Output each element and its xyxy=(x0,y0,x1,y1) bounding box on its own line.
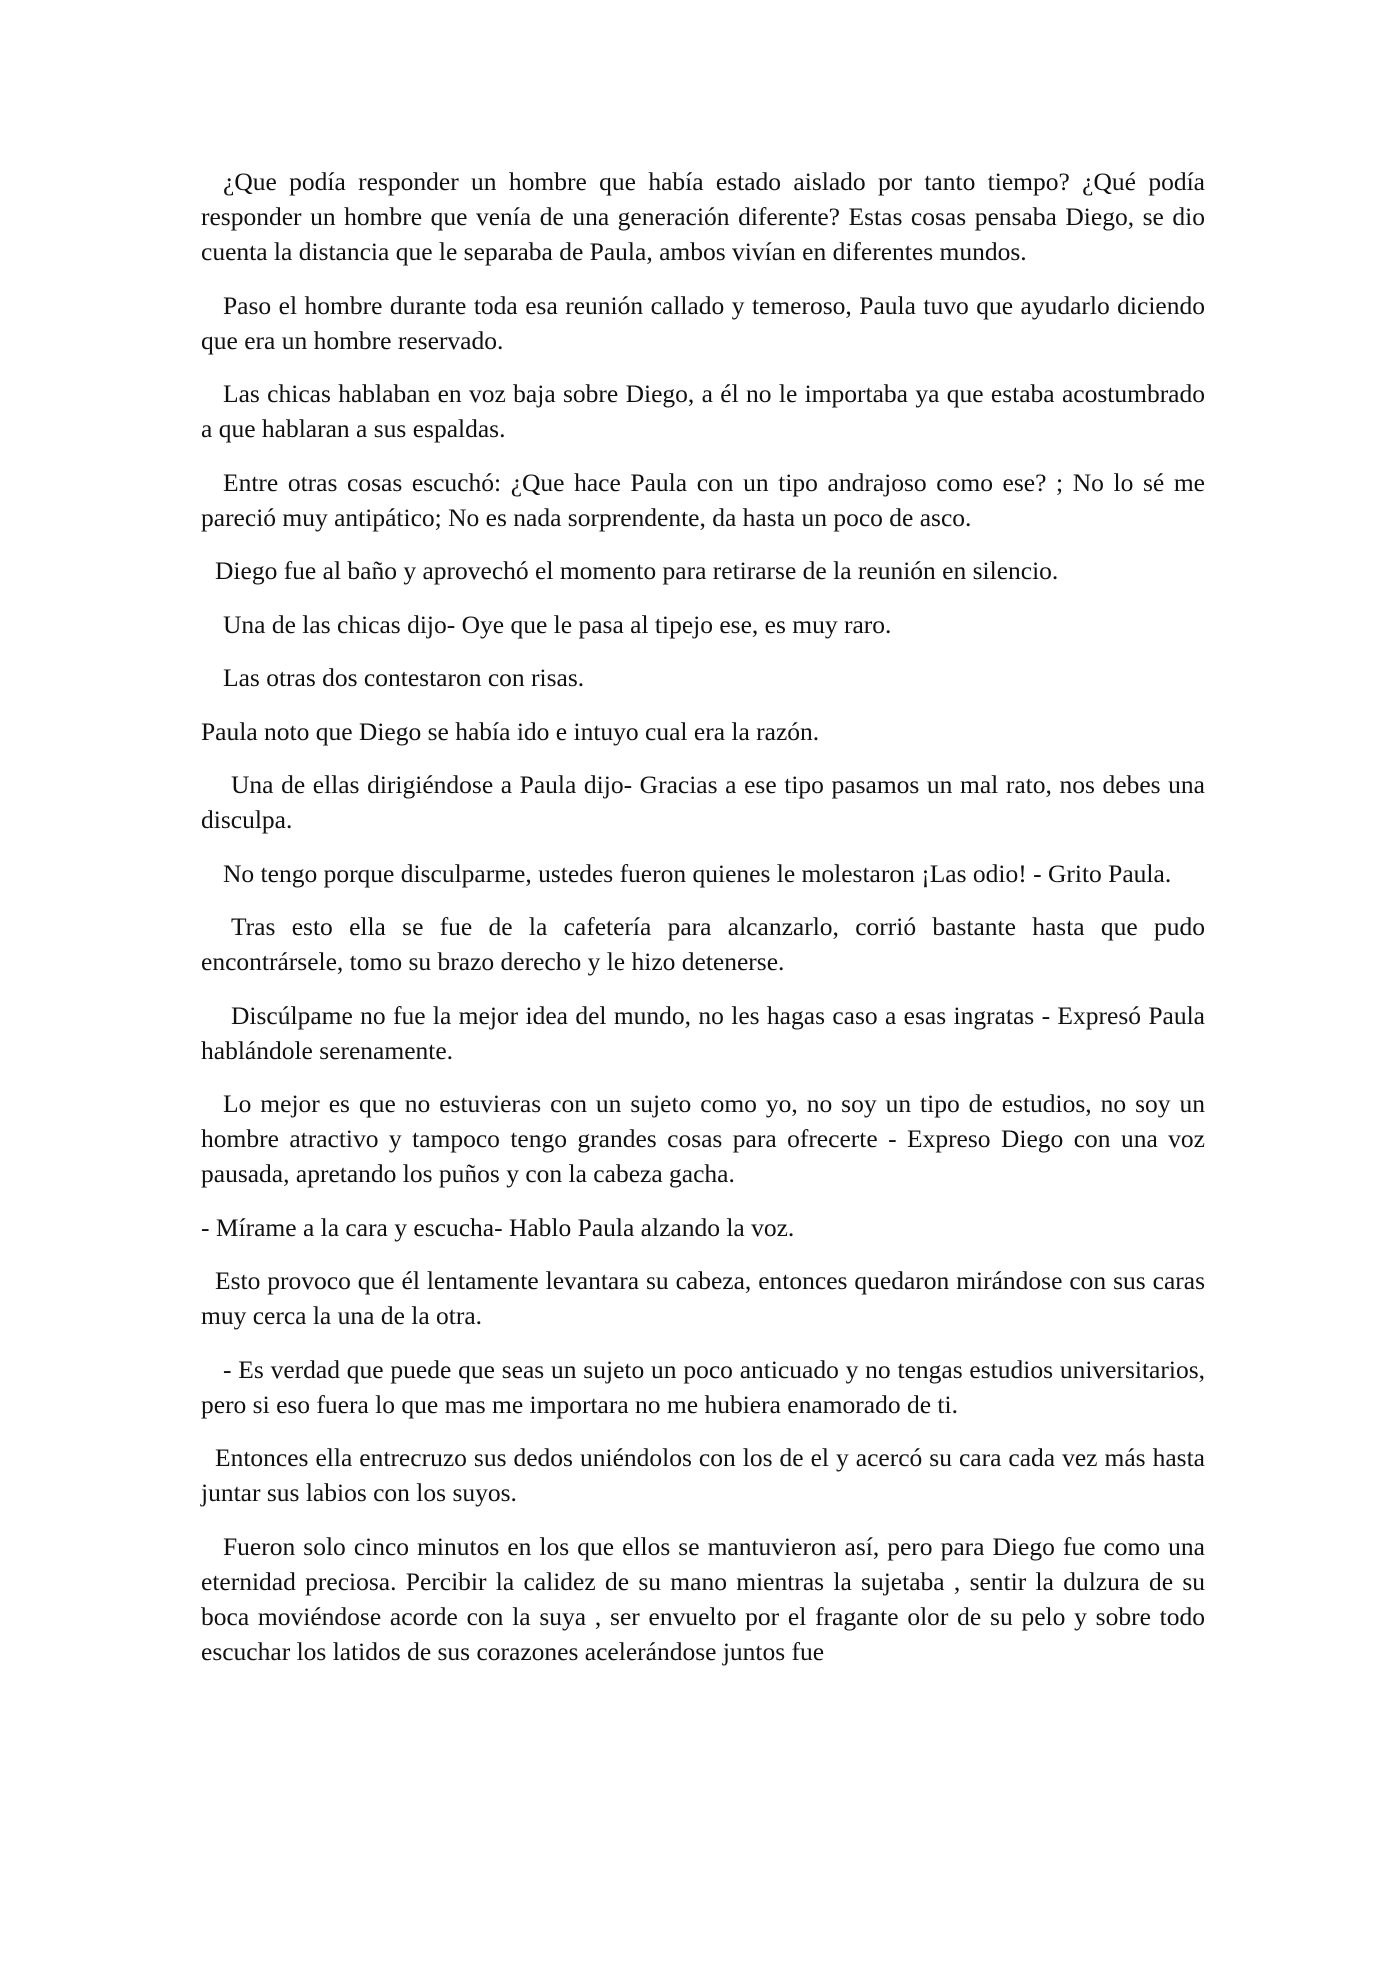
paragraph-7: Las otras dos contestaron con risas. xyxy=(223,663,585,692)
paragraph-16: - Es verdad que puede que seas un sujeto un poco anticuado y no tengas estudios universitarios, pero si eso fuera lo que mas me importara no me hubiera enamorado de ti. xyxy=(201,1354,1205,1419)
paragraph-11: Tras esto ella se fue de la cafetería para alcanzarlo, corrió bastante hasta que pudo encontrársele, tomo su brazo derecho y le hizo detenerse. xyxy=(201,912,1205,976)
paragraph-6: Una de las chicas dijo- Oye que le pasa al tipejo ese, es muy raro. xyxy=(223,609,892,639)
paragraph-1: ¿Que podía responder un hombre que había estado aislado por tanto tiempo? ¿Qué podía responder un hombre que venía de una generación diferente? Estas cosas pensaba Diego, se dio cuenta la distancia que le separaba de Paula, ambos vivían en diferentes mundos. xyxy=(201,167,1205,266)
paragraph-3: Las chicas hablaban en voz baja sobre Diego, a él no le importaba ya que estaba acostumbrado a que hablaran a sus espaldas. xyxy=(201,379,1205,443)
paragraph-14: - Mírame a la cara y escucha- Hablo Paula alzando la voz. xyxy=(201,1212,795,1242)
paragraph-9: Una de ellas dirigiéndose a Paula dijo- Gracias a ese tipo pasamos un mal rato, nos debes una disculpa. xyxy=(201,770,1205,834)
body-text xyxy=(201,164,1205,1687)
paragraph-10: No tengo porque disculparme, ustedes fueron quienes le molestaron ¡Las odio! - Grito Paula. xyxy=(223,858,1172,888)
paragraph-18: Fueron solo cinco minutos en los que ellos se mantuvieron así, pero para Diego fue como una eternidad preciosa. Percibir la calidez de su mano mientras la sujetaba , sentir la dulzura de su boca moviéndose acorde con la suya , ser envuelto por el fragante olor de su pelo y sobre todo escuchar los latidos de sus corazones acelerándose juntos fue xyxy=(201,1531,1205,1666)
paragraph-5: Diego fue al baño y aprovechó el momento para retirarse de la reunión en silencio. xyxy=(215,556,1059,585)
paragraph-4: Entre otras cosas escuchó: ¿Que hace Paula con un tipo andrajoso como ese? ; No lo sé me pareció muy antipático; No es nada sorprendente, da hasta un poco de asco. xyxy=(201,467,1205,532)
paragraph-2: Paso el hombre durante toda esa reunión callado y temeroso, Paula tuvo que ayudarlo diciendo que era un hombre reservado. xyxy=(201,290,1205,355)
paragraph-13: Lo mejor es que no estuvieras con un sujeto como yo, no soy un tipo de estudios, no soy un hombre atractivo y tampoco tengo grandes cosas para ofrecerte - Expreso Diego con una voz pausada, apretando los puños y con la cabeza gacha. xyxy=(201,1089,1205,1188)
paragraph-17: Entonces ella entrecruzo sus dedos uniéndolos con los de el y acercó su cara cada vez más hasta juntar sus labios con los suyos. xyxy=(201,1443,1205,1507)
paragraph-12: Discúlpame no fue la mejor idea del mundo, no les hagas caso a esas ingratas - Expresó Paula hablándole serenamente. xyxy=(201,1000,1205,1065)
paragraph-8: Paula noto que Diego se había ido e intuyo cual era la razón. xyxy=(201,716,820,746)
paragraph-15: Esto provoco que él lentamente levantara su cabeza, entonces quedaron mirándose con sus caras muy cerca la una de la otra. xyxy=(201,1266,1205,1330)
